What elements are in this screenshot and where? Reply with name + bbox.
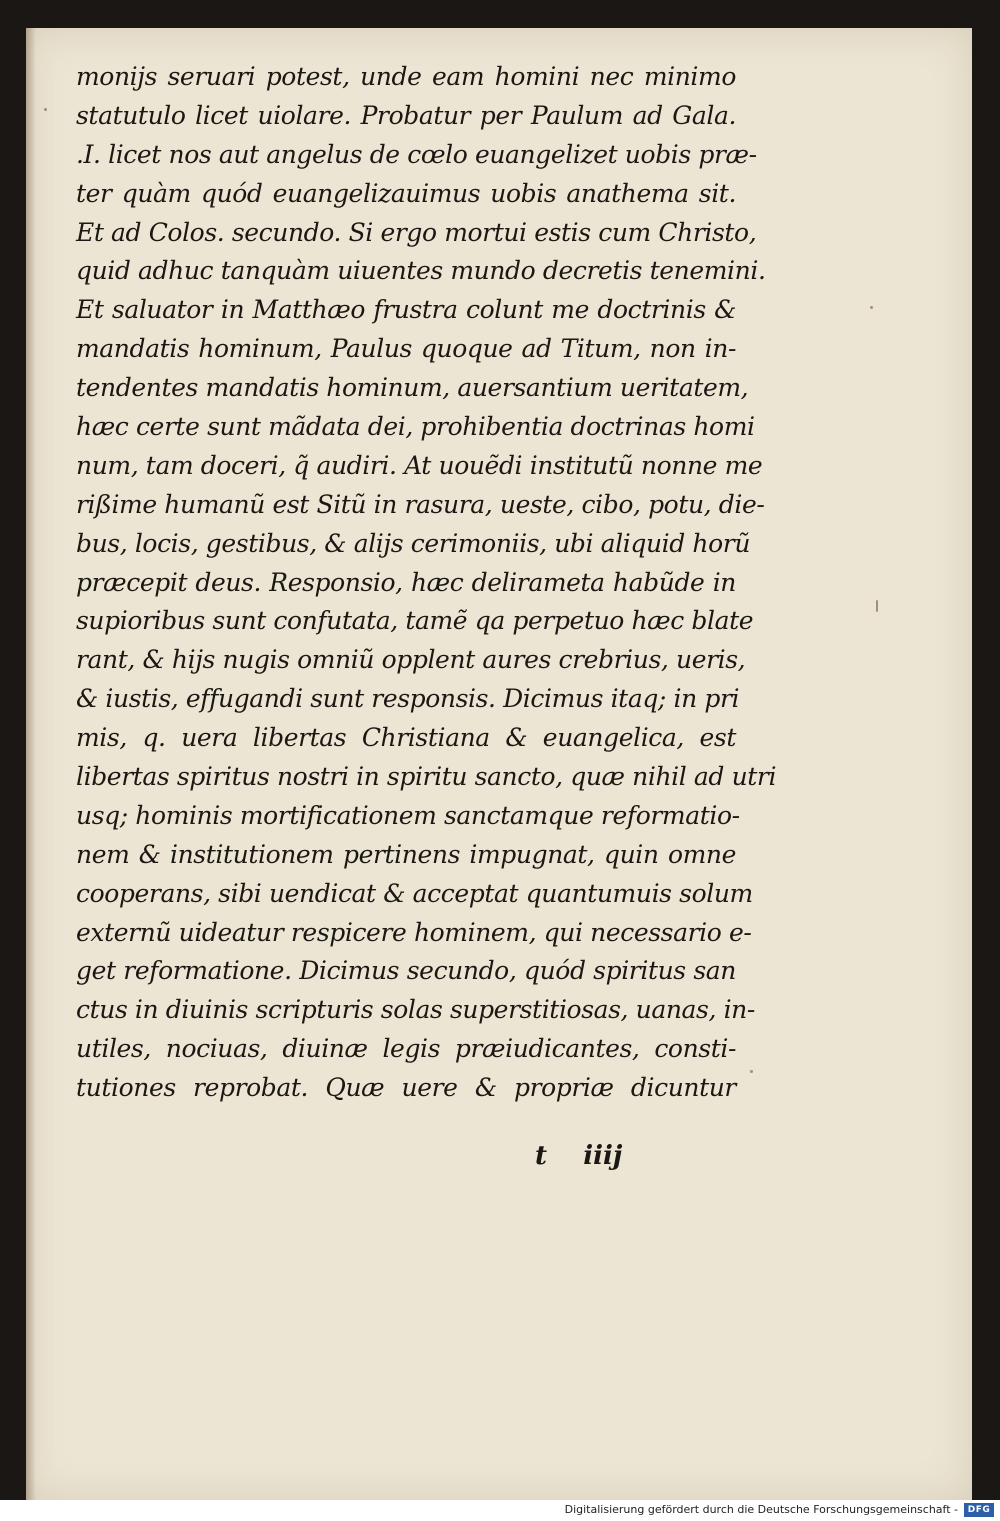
text-line: externũ uideatur respicere hominem, qui necessario e- [76, 917, 752, 947]
text-line: statutulo licet uiolare. Probatur per Paulum ad Gala. [76, 100, 736, 130]
footer-bar [0, 1500, 1000, 1521]
paper-speck [876, 600, 878, 612]
funding-credit: Digitalisierung gefördert durch die Deutsche Forschungsgemeinschaft - [564, 1503, 958, 1516]
text-line: usq; hominis mortificationem sanctamque reformatio- [76, 800, 740, 830]
paper-speck [44, 108, 47, 111]
text-line: mandatis hominum, Paulus quoque ad Titum, non in- [76, 334, 736, 364]
page-gutter-shadow [26, 28, 36, 1500]
dfg-logo-icon: DFG [964, 1503, 994, 1517]
text-line: libertas spiritus nostri in spiritu sancto, quæ nihil ad utri [76, 762, 777, 792]
text-line: utiles, nociuas, diuinæ legis præiudicantes, consti- [76, 1034, 736, 1064]
text-line: nem & institutionem pertinens impugnat, quin omne [76, 839, 736, 869]
paper-speck [750, 1070, 753, 1073]
text-line: tendentes mandatis hominum, auersantium ueritatem, [76, 373, 749, 403]
text-line: ctus in diuinis scripturis solas superstitiosas, uanas, in- [76, 995, 755, 1025]
text-line: cooperans, sibi uendicat & acceptat quantumuis solum [76, 878, 753, 908]
text-line: supioribus sunt confutata, tamẽ qa perpetuo hæc blate [76, 606, 754, 636]
paper-speck [870, 306, 873, 309]
text-line: præcepit deus. Responsio, hæc delirameta habũde in [76, 567, 736, 597]
body-text [76, 58, 777, 1108]
text-line: hæc certe sunt mãdata dei, prohibentia doctrinas homi [76, 412, 755, 442]
text-line: get reformatione. Dicimus secundo, quód spiritus san [76, 956, 736, 986]
text-line: rant, & hijs nugis omniũ opplent aures crebrius, ueris, [76, 645, 746, 675]
text-line: rißime humanũ est Sitũ in rasura, ueste, cibo, potu, die- [76, 489, 765, 519]
signature-mark: t iiij [535, 1141, 623, 1171]
text-line: num, tam doceri, q̃ audiri. At uouẽdi institutũ nonne me [76, 450, 763, 480]
text-line: ter quàm quód euangelizauimus uobis anathema sit. [76, 178, 736, 208]
text-line: Et ad Colos. secundo. Si ergo mortui estis cum Christo, [76, 217, 757, 247]
text-line: tutiones reprobat. Quæ uere & propriæ dicuntur [76, 1073, 736, 1103]
text-line: quid adhuc tanquàm uiuentes mundo decretis tenemini. [76, 256, 766, 286]
text-line: mis, q. uera libertas Christiana & euangelica, est [76, 723, 736, 753]
text-line: bus, locis, gestibus, & alijs cerimoniis, ubi aliquid horũ [76, 528, 751, 558]
text-line: & iustis, effugandi sunt responsis. Dicimus itaq; in pri [76, 684, 740, 714]
text-line: monijs seruari potest, unde eam homini nec minimo [76, 62, 736, 91]
text-line: Et saluator in Matthæo frustra colunt me doctrinis & [76, 295, 736, 325]
text-line: .I. licet nos aut angelus de cœlo euangelizet uobis præ- [76, 139, 757, 169]
